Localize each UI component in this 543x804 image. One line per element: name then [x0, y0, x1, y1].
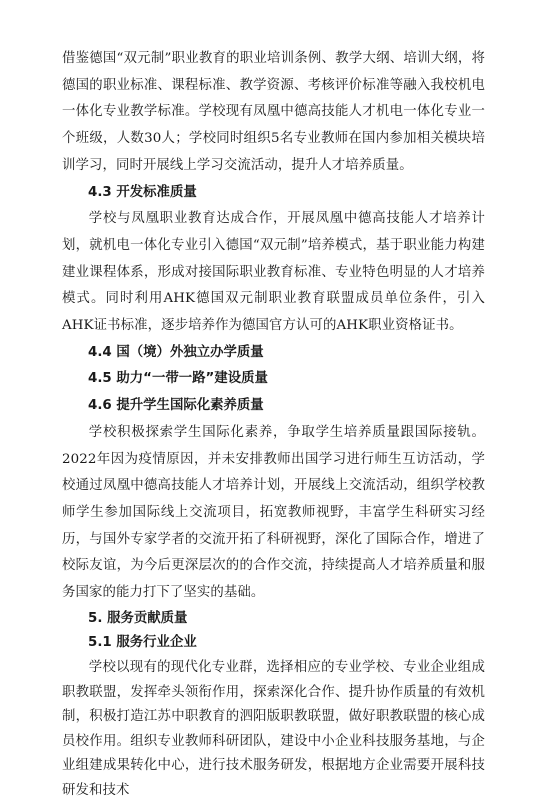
heading-4-4: 4.4 国（境）外独立办学质量: [88, 344, 264, 360]
paragraph-standards: 学校与凤凰职业教育达成合作，开展凤凰中德高技能人才培养计划，就机电一体化专业引入德国“双元制”培养模式，基于职业能力构建建业课程体系，形成对接国际职业教育标准、专业特色明显的人才培养模式。同时利用AHK德国双元制职业教育联盟成员单位条件，引入AHK证书标准，逐步培养作为德国官方认可的AHK职业资格证书。: [62, 211, 485, 334]
heading-5-1: 5.1 服务行业企业: [88, 635, 197, 651]
heading-4-5: 4.5 助力“一带一路”建设质量: [88, 371, 268, 387]
paragraph-german-dual-system: 借鉴德国“双元制”职业教育的职业培训条例、教学大纲、培训大纲，将德国的职业标准、课程标准、教学资源、考核评价标准等融入我校机电一体化专业教学标准。学校现有凤凰中德高技能人才机电一体化专业一个班级，人数30人；学校同时组织5名专业教师在国内参加相关模块培训学习，同时开展线上学习交流活动，提升人才培养质量。: [62, 51, 485, 173]
section-5: [62, 607, 485, 804]
paragraph-international-literacy: 学校积极探索学生国际化素养，争取学生培养质量跟国际接轨。2022年因为疫情原因，并未安排教师出国学习进行师生互访活动，学校通过凤凰中德高技能人才培养计划，开展线上交流活动，组织学校教师学生参加国际线上交流项目，拓宽教师视野，丰富学生科研实习经历，与国外专家学者的交流开拓了科研视野，深化了国际合作，增进了校际友谊，为今后更深层次的的合作交流，持续提高人才培养质量和服务国家的能力打下了坚实的基础。: [62, 424, 485, 601]
heading-5: 5. 服务贡献质量: [88, 610, 188, 626]
heading-4-3: 4.3 开发标准质量: [88, 184, 197, 200]
heading-4-6: 4.6 提升学生国际化素养质量: [88, 398, 264, 414]
paragraph-service-enterprises: 学校以现有的现代化专业群，选择相应的专业学校、专业企业组成职教联盟，发挥牵头领衔作用，探索深化合作、提升协作质量的有效机制，积极打造江苏中职教育的泗阳版职教联盟，做好职教联盟的核心成员校作用。组织专业教师科研团队，建设中小企业科技服务基地，与企业组建成果转化中心，进行技术服务研发，根据地方企业需要开展科技研发和技术: [62, 659, 485, 798]
